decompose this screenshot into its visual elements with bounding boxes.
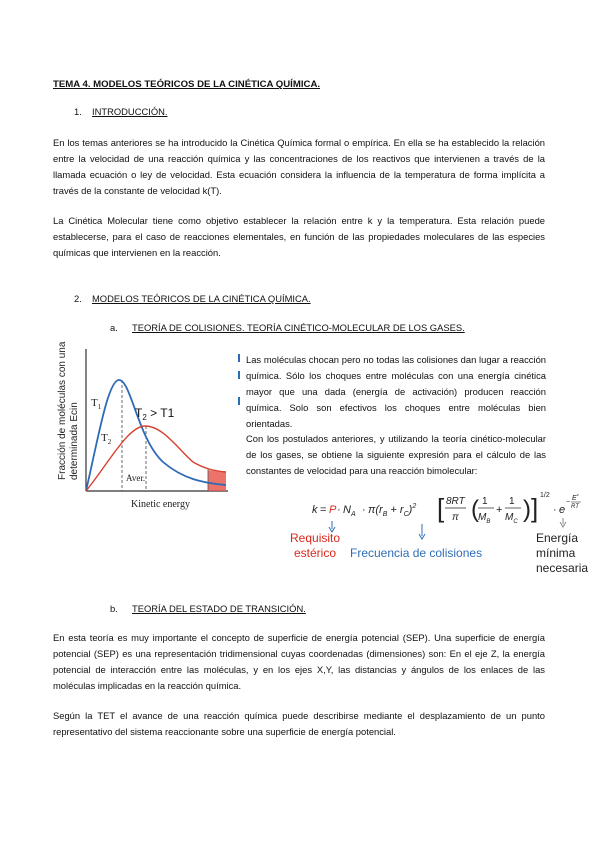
svg-text:): ) bbox=[523, 496, 531, 523]
section-2-title: MODELOS TEÓRICOS DE LA CINÉTICA QUÍMICA. bbox=[92, 293, 311, 304]
margin-marker bbox=[238, 371, 240, 379]
eq-mass-b: $M_B$ bbox=[478, 512, 491, 525]
label-min-energy-3: necesaria bbox=[536, 561, 589, 575]
eq-half-power: 1/2 bbox=[540, 492, 550, 499]
energy-distribution-graph bbox=[53, 341, 233, 514]
svg-text:·: · bbox=[553, 504, 557, 516]
margin-marker bbox=[238, 397, 240, 405]
subsection-b-number: b. bbox=[110, 603, 118, 614]
eq-frac-denominator: π bbox=[452, 512, 459, 523]
eq-steric-factor: P bbox=[329, 504, 337, 516]
label-steric-1: Requisito bbox=[290, 531, 341, 545]
eq-mass-c: $M_C$ bbox=[505, 512, 518, 525]
subsection-a-number: a. bbox=[110, 322, 118, 333]
y-axis-label-line1: Fracción de moléculas con una bbox=[57, 341, 68, 480]
temperature-comparison: $T_2 > T1$ bbox=[135, 406, 175, 422]
paragraph-intro-1: En los temas anteriores se ha introducido la Cinética Química formal o empírica. En ella se ha establecido la relación entre la velocidad de una reacción química y las concentraciones de los reactivos que intervienen a través de la llamada ecuación o ley de velocidad. Esta ecuación considera la influencia de la temperatura de forma implícita a través de la constante de velocidad k(T). bbox=[53, 137, 545, 196]
svg-text:·: · bbox=[337, 504, 341, 516]
paragraph-tet-1: En esta teoría es muy importante el concepto de superficie de energía potencial (SEP). Una superficie de energía potencial (SEP) es una representación tridimensional cuyas coordenadas (dimensiones) son: En el eje Z, la energía potencial de interacción entre las moléculas, y en los ejes X,Y, las distancias y ángulos de los enlaces de las moléculas implicadas en la reacción química. bbox=[53, 632, 545, 691]
section-1-heading bbox=[74, 104, 168, 120]
eq-exp-dash: − bbox=[566, 499, 571, 506]
label-steric-2: estérico bbox=[294, 546, 337, 560]
section-2-heading bbox=[74, 291, 311, 307]
section-1-number: 1. bbox=[74, 106, 82, 117]
subsection-b-heading bbox=[110, 601, 306, 617]
svg-text:]: ] bbox=[531, 493, 539, 523]
section-2-number: 2. bbox=[74, 293, 82, 304]
average-label: Aver. bbox=[126, 473, 146, 483]
t1-label: $T_1$ bbox=[91, 397, 102, 411]
y-axis-label-line2: determinada Ecin bbox=[69, 402, 80, 480]
label-collision-frequency: Frecuencia de colisiones bbox=[350, 546, 483, 560]
subsection-a-heading bbox=[110, 320, 465, 336]
eq-activation: E* bbox=[572, 494, 579, 502]
eq-avogadro: $N_A$ bbox=[343, 504, 356, 518]
t2-label: $T_2$ bbox=[101, 432, 112, 446]
svg-text:+: + bbox=[496, 504, 503, 516]
page-title: TEMA 4. MODELOS TEÓRICOS DE LA CINÉTICA QUÍMICA. bbox=[53, 79, 321, 90]
section-1-title: INTRODUCCIÓN. bbox=[92, 106, 168, 117]
paragraph-tet-2: Según la TET el avance de una reacción química puede describirse mediante el desplazamiento de un punto representativo del sistema reaccionante sobre una superficie de energía potencial. bbox=[53, 710, 545, 737]
paragraph-collisions-2: Con los postulados anteriores, y utilizando la teoría cinético-molecular de los gases, se obtiene la siguiente expresión para el cálculo de las constantes de velocidad para una reacción bimolecular: bbox=[246, 433, 546, 476]
eq-k: k bbox=[312, 504, 318, 516]
paragraph-intro-2: La Cinética Molecular tiene como objetivo establecer la relación entre k y la temperatura. Esta relación puede establecerse, para el caso de reacciones elementales, en función de las propiedades moleculares de las especies químicas que intervienen en la reacción. bbox=[53, 215, 545, 258]
rate-constant-equation bbox=[282, 484, 589, 579]
svg-text:·: · bbox=[362, 504, 366, 516]
activation-tail-shade bbox=[208, 470, 226, 491]
x-axis-label: Kinetic energy bbox=[131, 499, 190, 510]
eq-frac-numerator: 8RT bbox=[446, 496, 465, 507]
eq-one-b: 1 bbox=[482, 496, 488, 507]
label-min-energy-1: Energía bbox=[536, 531, 579, 545]
eq-rt: RT bbox=[571, 504, 579, 510]
eq-one-c: 1 bbox=[509, 496, 515, 507]
label-min-energy-2: mínima bbox=[536, 546, 576, 560]
paragraph-collisions-1: Las moléculas chocan pero no todas las colisiones dan lugar a reacción química. Sólo los choques entre moléculas con una energía cinética mayor que una dada (energía de activación) producen reacción química. Solo son efectivos los choques entre moléculas bien orientadas. bbox=[246, 354, 546, 429]
eq-cross-section: $\pi(r_B + r_C)^2$ bbox=[368, 503, 417, 518]
svg-text:=: = bbox=[320, 504, 327, 516]
svg-text:(: ( bbox=[471, 496, 479, 523]
svg-text:[: [ bbox=[437, 493, 445, 523]
subsection-b-title: TEORÍA DEL ESTADO DE TRANSICIÓN. bbox=[132, 603, 306, 614]
margin-marker bbox=[238, 354, 240, 362]
eq-exponential: e bbox=[559, 504, 566, 516]
subsection-a-title: TEORÍA DE COLISIONES. TEORÍA CINÉTICO-MOLECULAR DE LOS GASES. bbox=[132, 322, 465, 333]
